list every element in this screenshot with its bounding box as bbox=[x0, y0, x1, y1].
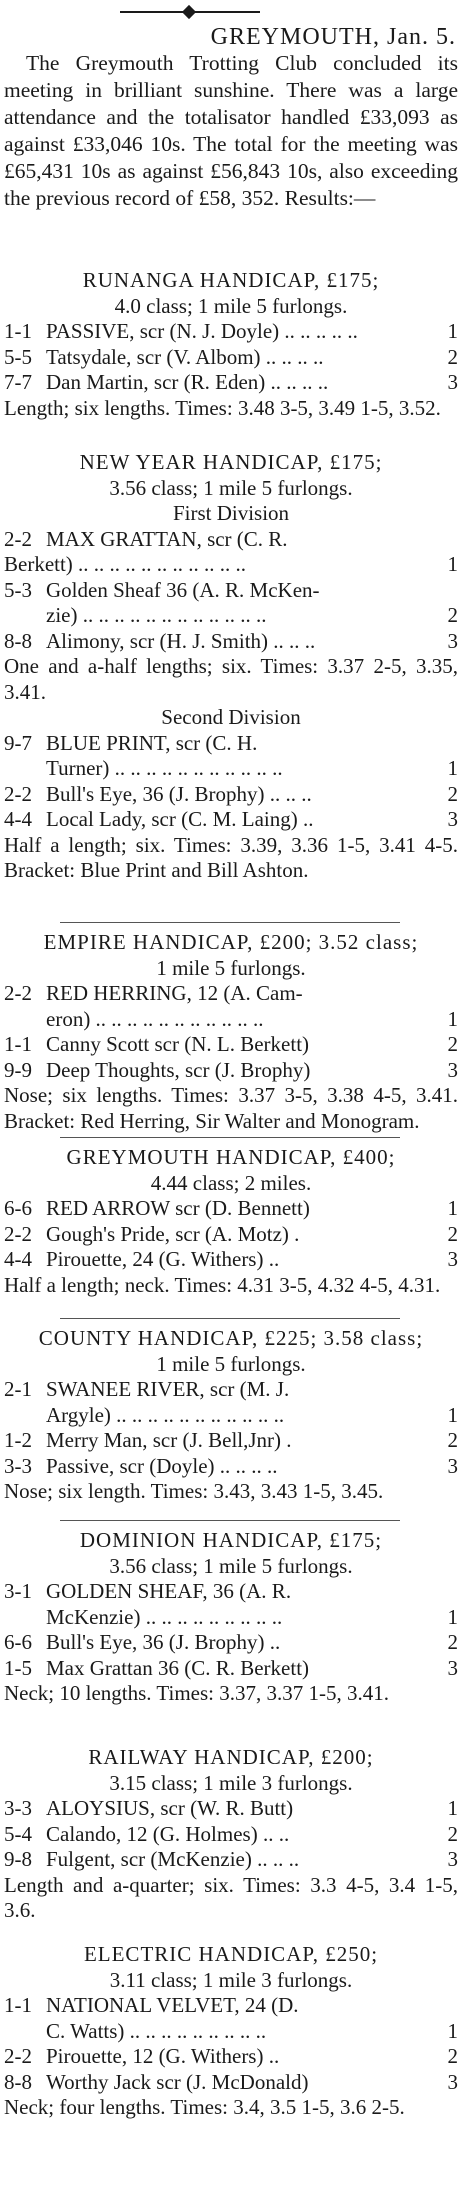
intro-paragraph: The Greymouth Trotting Club concluded its meeting in brilliant sunshine. There was a large attendance and the totalisator handled £33,093 as against £33,046 10s. The total for the meeting was £65,431 10s as against £56,843 10s, also exceeding the previous record of £58, 352. Results:— bbox=[4, 51, 458, 210]
result-row bbox=[4, 1630, 458, 1656]
race-note: One and a-half lengths; six. Times: 3.37 2-5, 3.35, 3.41. bbox=[4, 654, 458, 704]
race-subtitle: 1 mile 5 furlongs. bbox=[156, 955, 306, 980]
placing: 3 bbox=[447, 2069, 458, 2094]
result-row-cont bbox=[4, 756, 458, 782]
result-row bbox=[4, 1796, 458, 1822]
horse-entry-cont: eron) .. .. .. .. .. .. .. .. .. .. .. bbox=[46, 1006, 264, 1031]
result-row bbox=[4, 807, 458, 833]
race-dominion bbox=[4, 1528, 458, 1707]
result-row bbox=[4, 1247, 458, 1273]
horse-entry: GOLDEN SHEAF, 36 (A. R. bbox=[46, 1579, 292, 1603]
result-row bbox=[4, 1032, 458, 1058]
placing: 2 bbox=[447, 1821, 458, 1846]
result-row bbox=[4, 1196, 458, 1222]
result-row-cont bbox=[4, 2019, 458, 2045]
horse-entry-cont: McKenzie) .. .. .. .. .. .. .. .. .. bbox=[46, 1604, 283, 1629]
odds: 3-3 bbox=[4, 1453, 32, 1478]
result-row bbox=[4, 629, 458, 655]
horse-entry: Max Grattan 36 (C. R. Berkett) bbox=[46, 1655, 310, 1680]
odds: 2-2 bbox=[4, 526, 32, 551]
result-row-cont bbox=[4, 1403, 458, 1429]
result-row bbox=[4, 1222, 458, 1248]
odds: 1-1 bbox=[4, 1032, 32, 1056]
division-heading: Second Division bbox=[161, 705, 301, 729]
result-row bbox=[4, 578, 458, 604]
race-county bbox=[4, 1326, 458, 1505]
section-rule bbox=[60, 922, 400, 923]
race-title: RAILWAY HANDICAP, £200; bbox=[88, 1745, 374, 1769]
horse-entry: Bull's Eye, 36 (J. Brophy) .. bbox=[46, 1630, 281, 1654]
placing: 2 bbox=[447, 2044, 458, 2068]
odds: 6-6 bbox=[4, 1630, 32, 1654]
placing: 3 bbox=[447, 807, 458, 831]
horse-entry: PASSIVE, scr (N. J. Doyle) .. .. .. .. .. bbox=[46, 319, 358, 343]
division-heading: First Division bbox=[172, 501, 290, 525]
placing: 3 bbox=[447, 1655, 458, 1680]
race-subtitle: 3.56 class; 1 mile 5 furlongs. bbox=[109, 475, 353, 500]
result-row bbox=[4, 2070, 458, 2096]
horse-entry: Golden Sheaf 36 (A. R. McKen- bbox=[46, 577, 320, 602]
odds: 3-3 bbox=[4, 1796, 32, 1820]
race-subtitle: 1 mile 5 furlongs. bbox=[156, 1351, 306, 1376]
section-rule bbox=[60, 1520, 400, 1521]
result-row bbox=[4, 319, 458, 345]
horse-entry: Calando, 12 (G. Holmes) .. .. bbox=[46, 1821, 290, 1846]
placing: 2 bbox=[447, 1630, 458, 1654]
horse-entry: Fulgent, scr (McKenzie) .. .. .. bbox=[46, 1847, 300, 1871]
odds: 2-2 bbox=[4, 781, 32, 806]
dateline: GREYMOUTH, Jan. 5. bbox=[210, 24, 456, 50]
horse-entry: MAX GRATTAN, scr (C. R. bbox=[46, 526, 288, 551]
race-greymouth bbox=[4, 1145, 458, 1298]
placing: 3 bbox=[447, 1247, 458, 1271]
placing: 2 bbox=[447, 1221, 458, 1246]
odds: 1-5 bbox=[4, 1655, 32, 1680]
horse-entry: RED ARROW scr (D. Bennett) bbox=[46, 1196, 310, 1220]
placing: 1 bbox=[447, 1402, 458, 1427]
placing: 3 bbox=[447, 628, 458, 653]
horse-entry: Canny Scott scr (N. L. Berkett) bbox=[46, 1032, 310, 1056]
race-note: Nose; six length. Times: 3.43, 3.43 1-5, 3.45. bbox=[4, 1479, 384, 1503]
odds: 7-7 bbox=[4, 370, 32, 394]
result-row bbox=[4, 1377, 458, 1403]
result-row bbox=[4, 1847, 458, 1873]
odds: 8-8 bbox=[4, 2069, 32, 2094]
result-row bbox=[4, 1656, 458, 1682]
placing: 2 bbox=[447, 1032, 458, 1056]
race-title: ELECTRIC HANDICAP, £250; bbox=[83, 1942, 379, 1966]
horse-entry: Passive, scr (Doyle) .. .. .. .. bbox=[46, 1453, 278, 1478]
horse-entry: Local Lady, scr (C. M. Laing) .. bbox=[46, 807, 314, 831]
race-note: Nose; six lengths. Times: 3.37 3-5, 3.38 4-5, 3.41. Bracket: Red Herring, Sir Walter and Monogram. bbox=[4, 1083, 458, 1133]
race-title: NEW YEAR HANDICAP, £175; bbox=[79, 450, 383, 474]
result-row bbox=[4, 1454, 458, 1480]
horse-entry: Deep Thoughts, scr (J. Brophy) bbox=[46, 1057, 311, 1082]
odds: 2-2 bbox=[4, 981, 32, 1005]
horse-entry: SWANEE RIVER, scr (M. J. bbox=[46, 1377, 290, 1401]
odds: 4-4 bbox=[4, 1247, 32, 1271]
result-row bbox=[4, 370, 458, 396]
result-row bbox=[4, 731, 458, 757]
odds: 9-7 bbox=[4, 730, 32, 755]
horse-entry: Dan Martin, scr (R. Eden) .. .. .. .. bbox=[46, 370, 329, 394]
placing: 1 bbox=[447, 1006, 458, 1031]
race-note: Length and a-quarter; six. Times: 3.3 4-5, 3.4 1-5, 3.6. bbox=[4, 1872, 458, 1922]
horse-entry: Worthy Jack scr (J. McDonald) bbox=[46, 2069, 309, 2094]
result-row bbox=[4, 527, 458, 553]
result-row bbox=[4, 1428, 458, 1454]
section-rule bbox=[60, 1137, 400, 1138]
result-row bbox=[4, 345, 458, 371]
horse-entry: Alimony, scr (H. J. Smith) .. .. .. bbox=[46, 628, 316, 653]
result-row bbox=[4, 1822, 458, 1848]
race-note: Length; six lengths. Times: 3.48 3-5, 3.49 1-5, 3.52. bbox=[4, 395, 441, 420]
horse-entry: BLUE PRINT, scr (C. H. bbox=[46, 730, 258, 755]
race-subtitle: 4.0 class; 1 mile 5 furlongs. bbox=[114, 293, 348, 318]
result-row bbox=[4, 981, 458, 1007]
race-note: Half a length; neck. Times: 4.31 3-5, 4.32 4-5, 4.31. bbox=[4, 1272, 441, 1297]
horse-entry: Pirouette, 24 (G. Withers) .. bbox=[46, 1247, 280, 1271]
result-row bbox=[4, 1993, 458, 2019]
race-subtitle: 3.56 class; 1 mile 5 furlongs. bbox=[109, 1553, 353, 1578]
placing: 3 bbox=[447, 1453, 458, 1478]
odds: 1-2 bbox=[4, 1428, 32, 1452]
race-note: Half a length; six. Times: 3.39, 3.36 1-5, 3.41 4-5. Bracket: Blue Print and Bill Ashton. bbox=[4, 832, 458, 882]
race-note: Neck; 10 lengths. Times: 3.37, 3.37 1-5, 3.41. bbox=[4, 1681, 390, 1705]
race-railway bbox=[4, 1745, 458, 1924]
horse-entry-cont: zie) .. .. .. .. .. .. .. .. .. .. .. .. bbox=[46, 603, 267, 627]
odds: 2-2 bbox=[4, 2044, 32, 2068]
race-electric bbox=[4, 1942, 458, 2121]
race-title: COUNTY HANDICAP, £225; 3.58 class; bbox=[38, 1326, 424, 1350]
placing: 2 bbox=[447, 781, 458, 806]
section-rule bbox=[60, 1318, 400, 1319]
odds: 1-1 bbox=[4, 1993, 32, 2017]
race-title: DOMINION HANDICAP, £175; bbox=[79, 1528, 383, 1552]
race-note: Neck; four lengths. Times: 3.4, 3.5 1-5, 3.6 2-5. bbox=[4, 2095, 405, 2119]
horse-entry: ALOYSIUS, scr (W. R. Butt) bbox=[46, 1796, 294, 1820]
race-runanga bbox=[4, 268, 458, 421]
placing: 3 bbox=[447, 1847, 458, 1871]
placing: 1 bbox=[447, 1604, 458, 1629]
race-empire bbox=[4, 930, 458, 1134]
odds: 5-5 bbox=[4, 344, 32, 369]
placing: 1 bbox=[447, 1796, 458, 1820]
horse-entry: Tatsydale, scr (V. Albom) .. .. .. .. bbox=[46, 344, 324, 369]
race-title: GREYMOUTH HANDICAP, £400; bbox=[66, 1145, 396, 1169]
horse-entry: NATIONAL VELVET, 24 (D. bbox=[46, 1993, 299, 2017]
placing: 2 bbox=[447, 603, 458, 627]
header-ornament bbox=[120, 6, 260, 18]
odds: 9-9 bbox=[4, 1057, 32, 1082]
horse-entry-cont: Turner) .. .. .. .. .. .. .. .. .. .. .. bbox=[46, 756, 283, 780]
horse-entry: RED HERRING, 12 (A. Cam- bbox=[46, 981, 303, 1005]
ornament-diamond bbox=[182, 5, 196, 19]
placing: 1 bbox=[447, 2018, 458, 2043]
race-subtitle: 3.15 class; 1 mile 3 furlongs. bbox=[109, 1770, 353, 1795]
placing: 1 bbox=[447, 1196, 458, 1220]
result-row-cont bbox=[4, 1007, 458, 1033]
odds: 9-8 bbox=[4, 1847, 32, 1871]
horse-entry-cont: C. Watts) .. .. .. .. .. .. .. .. .. bbox=[46, 2018, 267, 2043]
horse-entry: Gough's Pride, scr (A. Motz) . bbox=[46, 1221, 300, 1246]
race-title: EMPIRE HANDICAP, £200; 3.52 class; bbox=[43, 930, 419, 954]
odds: 4-4 bbox=[4, 807, 32, 831]
result-row-cont bbox=[4, 603, 458, 629]
horse-entry: Bull's Eye, 36 (J. Brophy) .. .. .. bbox=[46, 781, 312, 806]
result-row bbox=[4, 2044, 458, 2070]
race-subtitle: 4.44 class; 2 miles. bbox=[150, 1170, 312, 1195]
placing: 1 bbox=[447, 756, 458, 780]
odds: 5-3 bbox=[4, 577, 32, 602]
result-row bbox=[4, 1058, 458, 1084]
placing: 3 bbox=[447, 370, 458, 394]
result-row bbox=[4, 782, 458, 808]
horse-entry: Pirouette, 12 (G. Withers) .. bbox=[46, 2044, 280, 2068]
odds: 5-4 bbox=[4, 1821, 32, 1846]
placing: 3 bbox=[447, 1057, 458, 1082]
odds: 3-1 bbox=[4, 1579, 32, 1603]
placing: 1 bbox=[447, 319, 458, 343]
race-new-year bbox=[4, 450, 458, 884]
result-row bbox=[4, 1579, 458, 1605]
placing: 2 bbox=[447, 1428, 458, 1452]
odds: 2-2 bbox=[4, 1221, 32, 1246]
race-subtitle: 3.11 class; 1 mile 3 furlongs. bbox=[109, 1967, 353, 1992]
horse-entry-cont: Argyle) .. .. .. .. .. .. .. .. .. .. .. bbox=[46, 1402, 285, 1427]
result-row-cont bbox=[4, 1605, 458, 1631]
odds: 2-1 bbox=[4, 1377, 32, 1401]
horse-entry: Merry Man, scr (J. Bell,Jnr) . bbox=[46, 1428, 292, 1452]
placing: 1 bbox=[447, 552, 458, 576]
odds: 1-1 bbox=[4, 319, 32, 343]
result-row-cont bbox=[4, 552, 458, 578]
horse-entry-cont: Berkett) .. .. .. .. .. .. .. .. .. .. .. bbox=[4, 552, 247, 576]
odds: 8-8 bbox=[4, 628, 32, 653]
race-title: RUNANGA HANDICAP, £175; bbox=[82, 268, 380, 292]
odds: 6-6 bbox=[4, 1196, 32, 1220]
placing: 2 bbox=[447, 344, 458, 369]
